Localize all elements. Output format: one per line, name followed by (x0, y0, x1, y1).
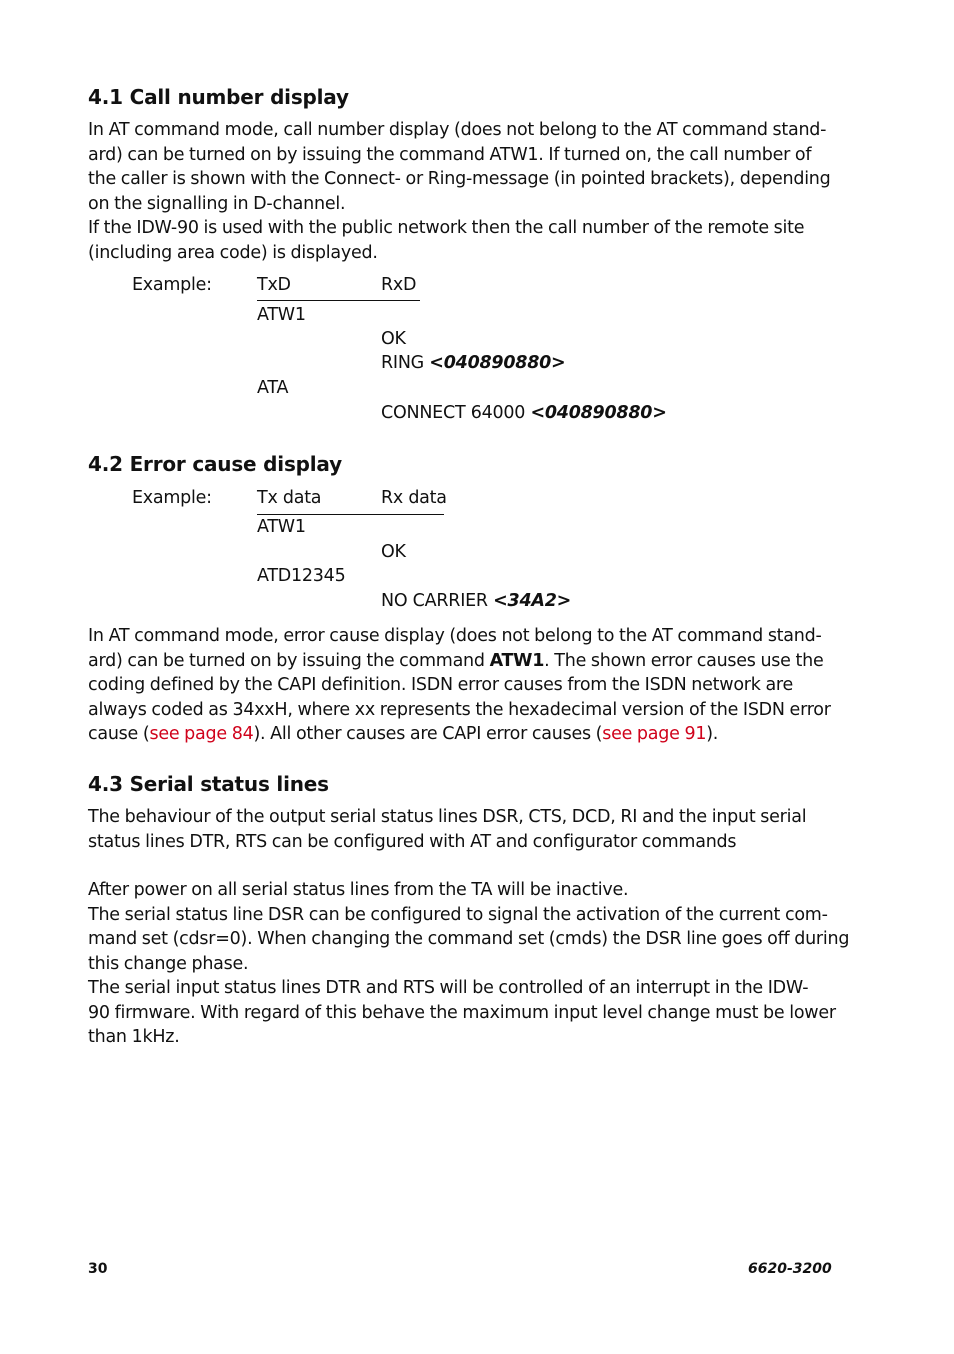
paragraph-line: (including area code) is displayed. (88, 242, 378, 263)
paragraph-line: 90 firmware. With regard of this behave the maximum input level change must be lower (88, 1002, 836, 1023)
paragraph-line: coding defined by the CAPI definition. ISDN error causes from the ISDN network are (88, 675, 793, 695)
command-atw1: ATW1 (489, 650, 545, 671)
paragraph-line: In AT command mode, error cause display (does not belong to the AT command stand- (88, 626, 822, 646)
paragraph-line: always coded as 34xxH, where xx represents the hexadecimal version of the ISDN error (88, 699, 831, 720)
paragraph-line: After power on all serial status lines from the TA will be inactive. (88, 880, 629, 900)
tx-command: ATW1 (257, 517, 306, 537)
example-label: Example: (132, 488, 212, 508)
error-code: <34A2> (493, 591, 572, 611)
paragraph-line: ard) can be turned on by issuing the command ATW1. If turned on, the call number of (88, 144, 812, 165)
paragraph-line: The behaviour of the output serial status lines DSR, CTS, DCD, RI and the input serial (88, 807, 807, 827)
rx-response-text: RING (381, 353, 430, 373)
call-number: <040890880> (530, 403, 667, 423)
paragraph-line (88, 722, 840, 747)
paragraph-text: ard) can be turned on by issuing the command (88, 650, 490, 671)
tx-command: ATA (257, 378, 289, 398)
tx-command: ATW1 (257, 305, 306, 325)
paragraph-line: than 1kHz. (88, 1027, 180, 1047)
serial-status-paragraph-2 (88, 878, 850, 1050)
rx-response-text: CONNECT 64000 (381, 403, 531, 423)
example-label: Example: (132, 275, 212, 295)
rx-response-text: NO CARRIER (381, 591, 494, 611)
paragraph-text: ). (706, 724, 719, 744)
serial-status-paragraph-1 (88, 805, 840, 854)
paragraph-line: status lines DTR, RTS can be configured with AT and configurator commands (88, 831, 737, 852)
section-heading-error-cause-display: 4.2 Error cause display (88, 452, 342, 476)
paragraph-line: If the IDW-90 is used with the public network then the call number of the remote site (88, 218, 805, 238)
paragraph-text: . The shown error causes use the (544, 650, 824, 671)
section-heading-call-number-display: 4.1 Call number display (88, 85, 349, 109)
error-cause-paragraph (88, 624, 840, 747)
paragraph-line (88, 649, 840, 674)
rx-response (381, 591, 571, 611)
example-header-rule (257, 514, 444, 515)
tx-header: TxD (257, 275, 291, 295)
rx-header: Rx data (381, 488, 447, 508)
paragraph-line: In AT command mode, call number display (does not belong to the AT command stand- (88, 120, 827, 140)
tx-command: ATD12345 (257, 566, 346, 586)
tx-header: Tx data (257, 488, 322, 508)
paragraph-line: the caller is shown with the Connect- or Ring-message (in pointed brackets), depending (88, 169, 831, 189)
call-number-display-paragraph (88, 118, 840, 265)
page-number: 30 (88, 1261, 108, 1277)
rx-header: RxD (381, 275, 417, 295)
paragraph-line: mand set (cdsr=0). When changing the command set (cmds) the DSR line goes off during (88, 929, 850, 949)
example-header-rule (257, 300, 420, 301)
rx-response (381, 403, 667, 423)
paragraph-line: on the signalling in D-channel. (88, 193, 346, 214)
paragraph-line: The serial status line DSR can be configured to signal the activation of the current com- (88, 904, 828, 925)
see-page-84-link[interactable]: see page 84 (149, 724, 254, 744)
paragraph-text: ). All other causes are CAPI error causes ( (253, 724, 603, 744)
paragraph-line: this change phase. (88, 953, 249, 974)
see-page-91-link[interactable]: see page 91 (602, 724, 707, 744)
rx-response (381, 353, 565, 373)
section-heading-serial-status-lines: 4.3 Serial status lines (88, 772, 329, 796)
paragraph-line: The serial input status lines DTR and RTS will be controlled of an interrupt in the IDW- (88, 978, 809, 998)
document-number: 6620-3200 (748, 1261, 832, 1277)
call-number: <040890880> (429, 353, 566, 373)
rx-response: OK (381, 542, 406, 562)
rx-response: OK (381, 329, 406, 349)
paragraph-text: cause ( (88, 724, 150, 744)
